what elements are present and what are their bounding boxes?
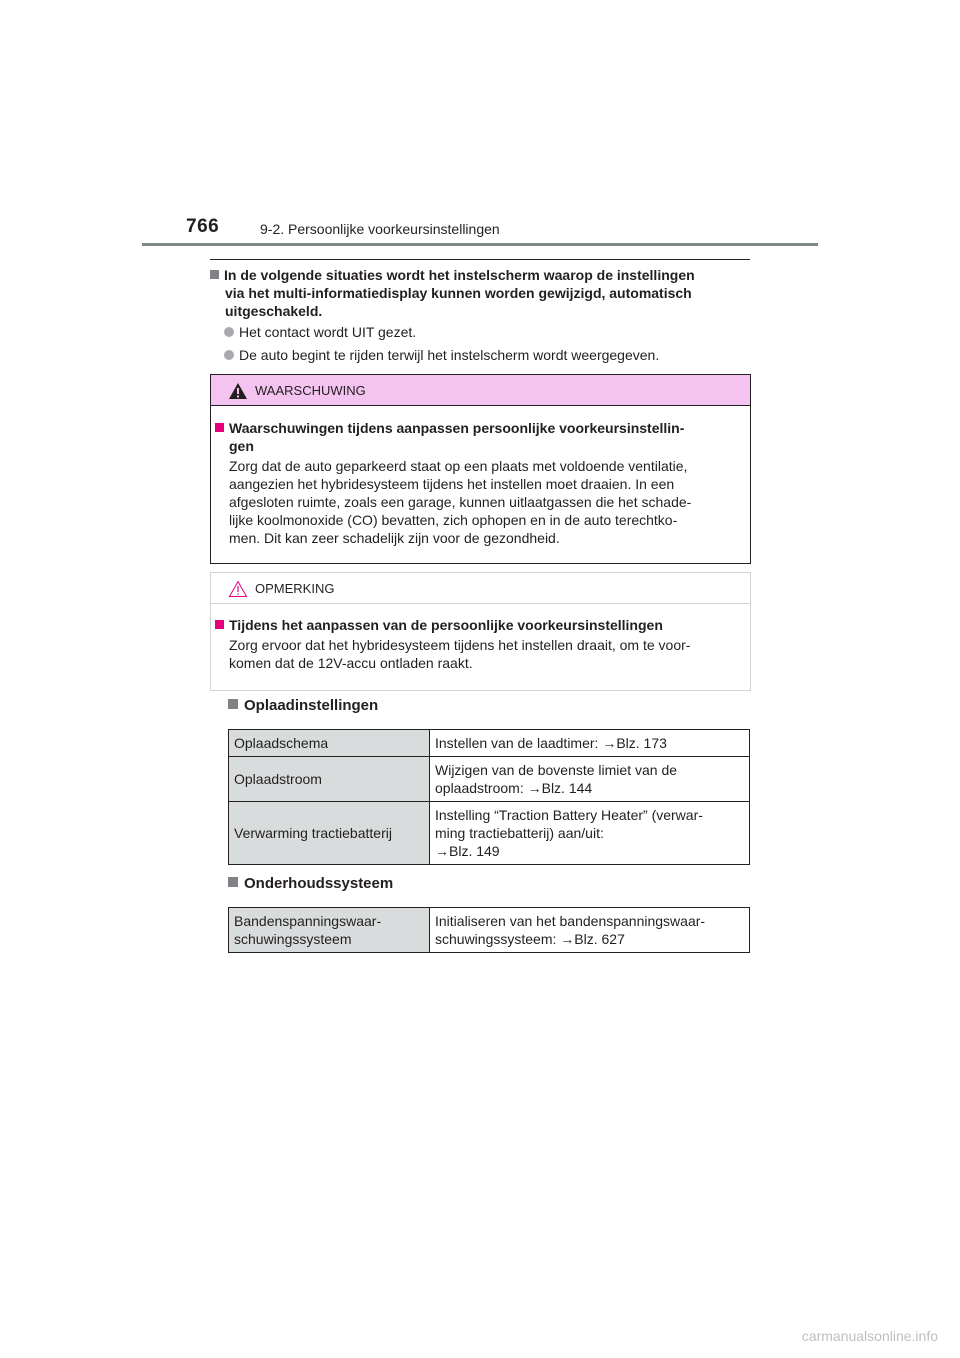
- notice-header: [211, 573, 750, 604]
- table-value: Instellen van de laadtimer: →Blz. 173: [430, 730, 750, 757]
- warning-header: [211, 375, 750, 406]
- square-bullet-icon: [215, 423, 224, 432]
- watermark: carmanualsonline.info: [801, 1328, 938, 1344]
- square-bullet-icon: [228, 699, 238, 709]
- header-rule: [142, 243, 818, 246]
- warning-body: Zorg dat de auto geparkeerd staat op een plaats met voldoende ventilatie, aangezien het hybridesysteem tijdens het instellen moet draaien. In een afgesloten ruimte, zoals een garage, kunnen uitlaatgassen die het schade- lijke koolmonoxide (CO) bevatten, zich ophopen en in de auto terechtko- men. Dit kan zeer schadelijk zijn voor de gezondheid.: [229, 458, 692, 546]
- square-bullet-icon: [210, 270, 219, 279]
- intro-bullet: Het contact wordt UIT gezet.: [224, 323, 416, 341]
- charging-heading: Oplaadinstellingen: [228, 697, 378, 714]
- warning-title: Waarschuwingen tijdens aanpassen persoonlijke voorkeursinstellin- gen: [215, 419, 743, 455]
- notice-box: [210, 572, 751, 691]
- table-key: Verwarming tractiebatterij: [229, 802, 430, 865]
- warning-triangle-icon: [228, 382, 248, 400]
- maintenance-heading: Onderhoudssysteem: [228, 875, 393, 892]
- table-value: Wijzigen van de bovenste limiet van de oplaadstroom: →Blz. 144: [430, 757, 750, 802]
- table-key: Oplaadschema: [229, 730, 430, 757]
- page-number: 766: [186, 216, 220, 237]
- section-title: 9-2. Persoonlijke voorkeursinstellingen: [260, 221, 500, 237]
- caution-triangle-icon: [228, 580, 248, 598]
- table-key: Oplaadstroom: [229, 757, 430, 802]
- divider: [210, 259, 750, 260]
- table-value: Instelling “Traction Battery Heater” (verwar- ming tractiebatterij) aan/uit: →Blz. 149: [430, 802, 750, 865]
- table-row: [229, 730, 750, 757]
- table-row: [229, 908, 750, 953]
- maintenance-table: [228, 907, 750, 953]
- notice-body: Zorg ervoor dat het hybridesysteem tijdens het instellen draait, om te voor- komen dat de 12V-accu ontladen raakt.: [229, 637, 691, 671]
- intro-heading: In de volgende situaties wordt het instelscherm waarop de instellingen via het multi-informatiedisplay kunnen worden gewijzigd, automatisch uitgeschakeld.: [210, 266, 750, 320]
- table-row: [229, 757, 750, 802]
- round-bullet-icon: [224, 350, 234, 360]
- warning-box: [210, 374, 751, 564]
- notice-label: OPMERKING: [255, 581, 335, 596]
- square-bullet-icon: [228, 877, 238, 887]
- table-row: [229, 802, 750, 865]
- table-value: Initialiseren van het bandenspanningswaar- schuwingssysteem: →Blz. 627: [430, 908, 750, 953]
- round-bullet-icon: [224, 327, 234, 337]
- square-bullet-icon: [215, 620, 224, 629]
- notice-title: Tijdens het aanpassen van de persoonlijke voorkeursinstellingen: [215, 616, 743, 634]
- intro-bullet: De auto begint te rijden terwijl het instelscherm wordt weergegeven.: [224, 346, 659, 364]
- warning-label: WAARSCHUWING: [255, 383, 366, 398]
- charging-table: [228, 729, 750, 865]
- table-key: Bandenspanningswaar- schuwingssysteem: [229, 908, 430, 953]
